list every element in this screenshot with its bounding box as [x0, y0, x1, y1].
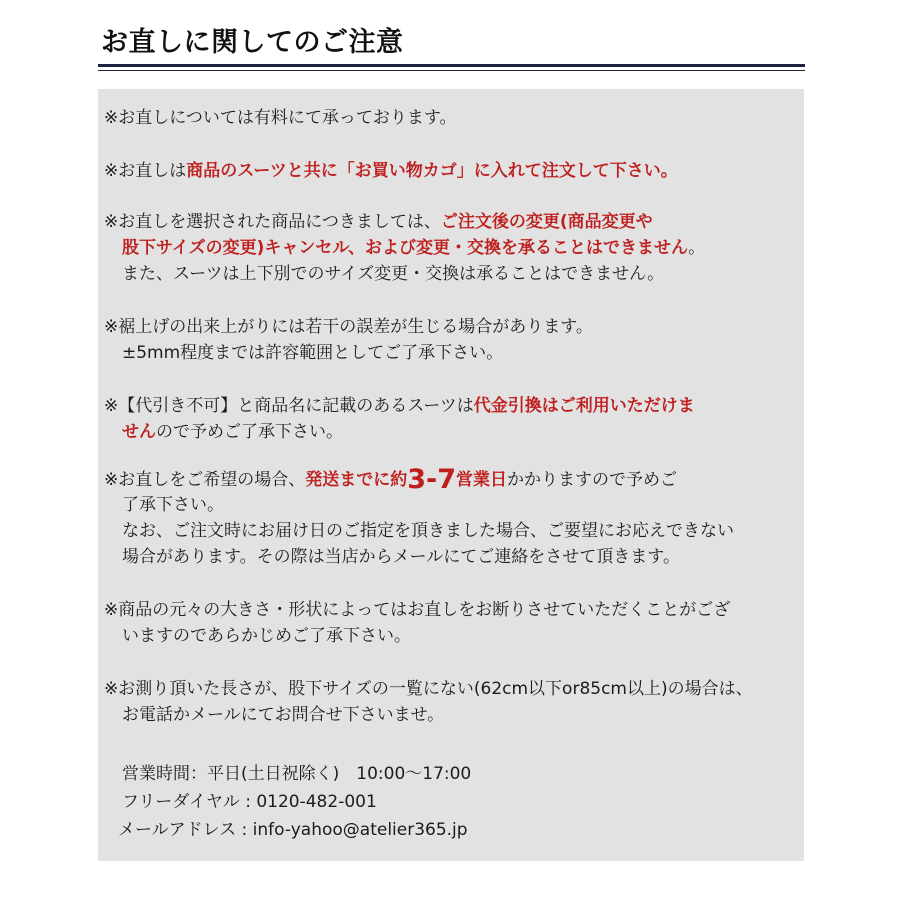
note-4-line-2 [122, 343, 503, 363]
business-hours-text: 営業時間：平日(土日祝除く) 10:00〜17:00 [122, 764, 472, 784]
note-7-line-2 [122, 626, 411, 646]
note-text: ※商品の元々の大きさ・形状によってはお直しをお断りさせていただくことがござ [104, 600, 731, 620]
note-highlight: 代金引換はご利用いただけま [473, 396, 695, 416]
note-text: ※裾上げの出来上がりには若干の誤差が生じる場合があります。 [104, 317, 593, 337]
title-underline-thin [98, 70, 805, 71]
note-text: 了承下さい。 [122, 495, 224, 515]
note-text: 。 [688, 238, 706, 258]
note-text: ※お直しを選択された商品につきましては、 [104, 212, 441, 232]
note-text: かかりますので予めご [507, 470, 678, 490]
free-dial-text: フリーダイヤル : 0120-482-001 [122, 792, 377, 812]
note-3-line-1 [104, 212, 653, 232]
note-highlight: せん [122, 422, 156, 442]
note-text: ※お直しをご希望の場合、 [104, 470, 306, 490]
note-text: また、スーツは上下別でのサイズ変更・交換は承ることはできません。 [122, 264, 665, 284]
note-text: ので予めご了承下さい。 [156, 422, 343, 442]
page-title: お直しに関してのご注意 [101, 27, 404, 58]
note-highlight: 発送までに約 [305, 470, 408, 490]
note-text: ±5mm程度までは許容範囲としてご了承下さい。 [122, 343, 504, 363]
free-dial [122, 792, 377, 812]
business-days-range: 3-7 [407, 464, 457, 495]
note-5-line-2 [122, 422, 343, 442]
note-8-line-1 [104, 679, 753, 699]
note-text: ※お直しについては有料にて承っております。 [104, 108, 457, 128]
note-highlight: 営業日 [456, 470, 508, 490]
contact-email [118, 820, 468, 840]
note-3-line-3 [122, 264, 664, 284]
contact-email-text: メールアドレス : info-yahoo@atelier365.jp [118, 820, 468, 840]
business-hours [122, 764, 471, 784]
note-text: 場合があります。その際は当店からメールにてご連絡をさせて頂きます。 [122, 547, 680, 567]
notice-panel [98, 89, 804, 861]
note-6-line-2 [122, 495, 224, 515]
note-text: なお、ご注文時にお届け日のご指定を頂きました場合、ご要望にお応えできない [122, 521, 734, 541]
note-6-line-4 [122, 547, 680, 567]
note-text: いますのであらかじめご了承下さい。 [122, 626, 411, 646]
note-2-line-1 [104, 161, 678, 181]
note-4-line-1 [104, 317, 593, 337]
note-8-line-2 [122, 705, 444, 725]
note-text: ※お直しは [104, 161, 187, 181]
title-underline-thick [98, 64, 805, 67]
note-text: ※【代引き不可】と商品名に記載のあるスーツは [104, 396, 474, 416]
note-highlight: 商品のスーツと共に「お買い物カゴ」に入れて注文して下さい。 [186, 161, 678, 181]
note-7-line-1 [104, 600, 730, 620]
note-text: お電話かメールにてお問合せ下さいませ。 [122, 705, 445, 725]
note-highlight: ご注文後の変更(商品変更や [440, 212, 653, 232]
note-1-line-1 [104, 108, 457, 128]
note-highlight: 股下サイズの変更)キャンセル、および変更・交換を承ることはできません [122, 238, 689, 258]
note-6-line-1 [104, 464, 678, 495]
note-3-line-2 [122, 238, 705, 258]
note-6-line-3 [122, 521, 734, 541]
note-text: ※お測り頂いた長さが、股下サイズの一覧にない(62cm以下or85cm以上)の場合は、 [104, 679, 753, 699]
note-5-line-1 [104, 396, 695, 416]
